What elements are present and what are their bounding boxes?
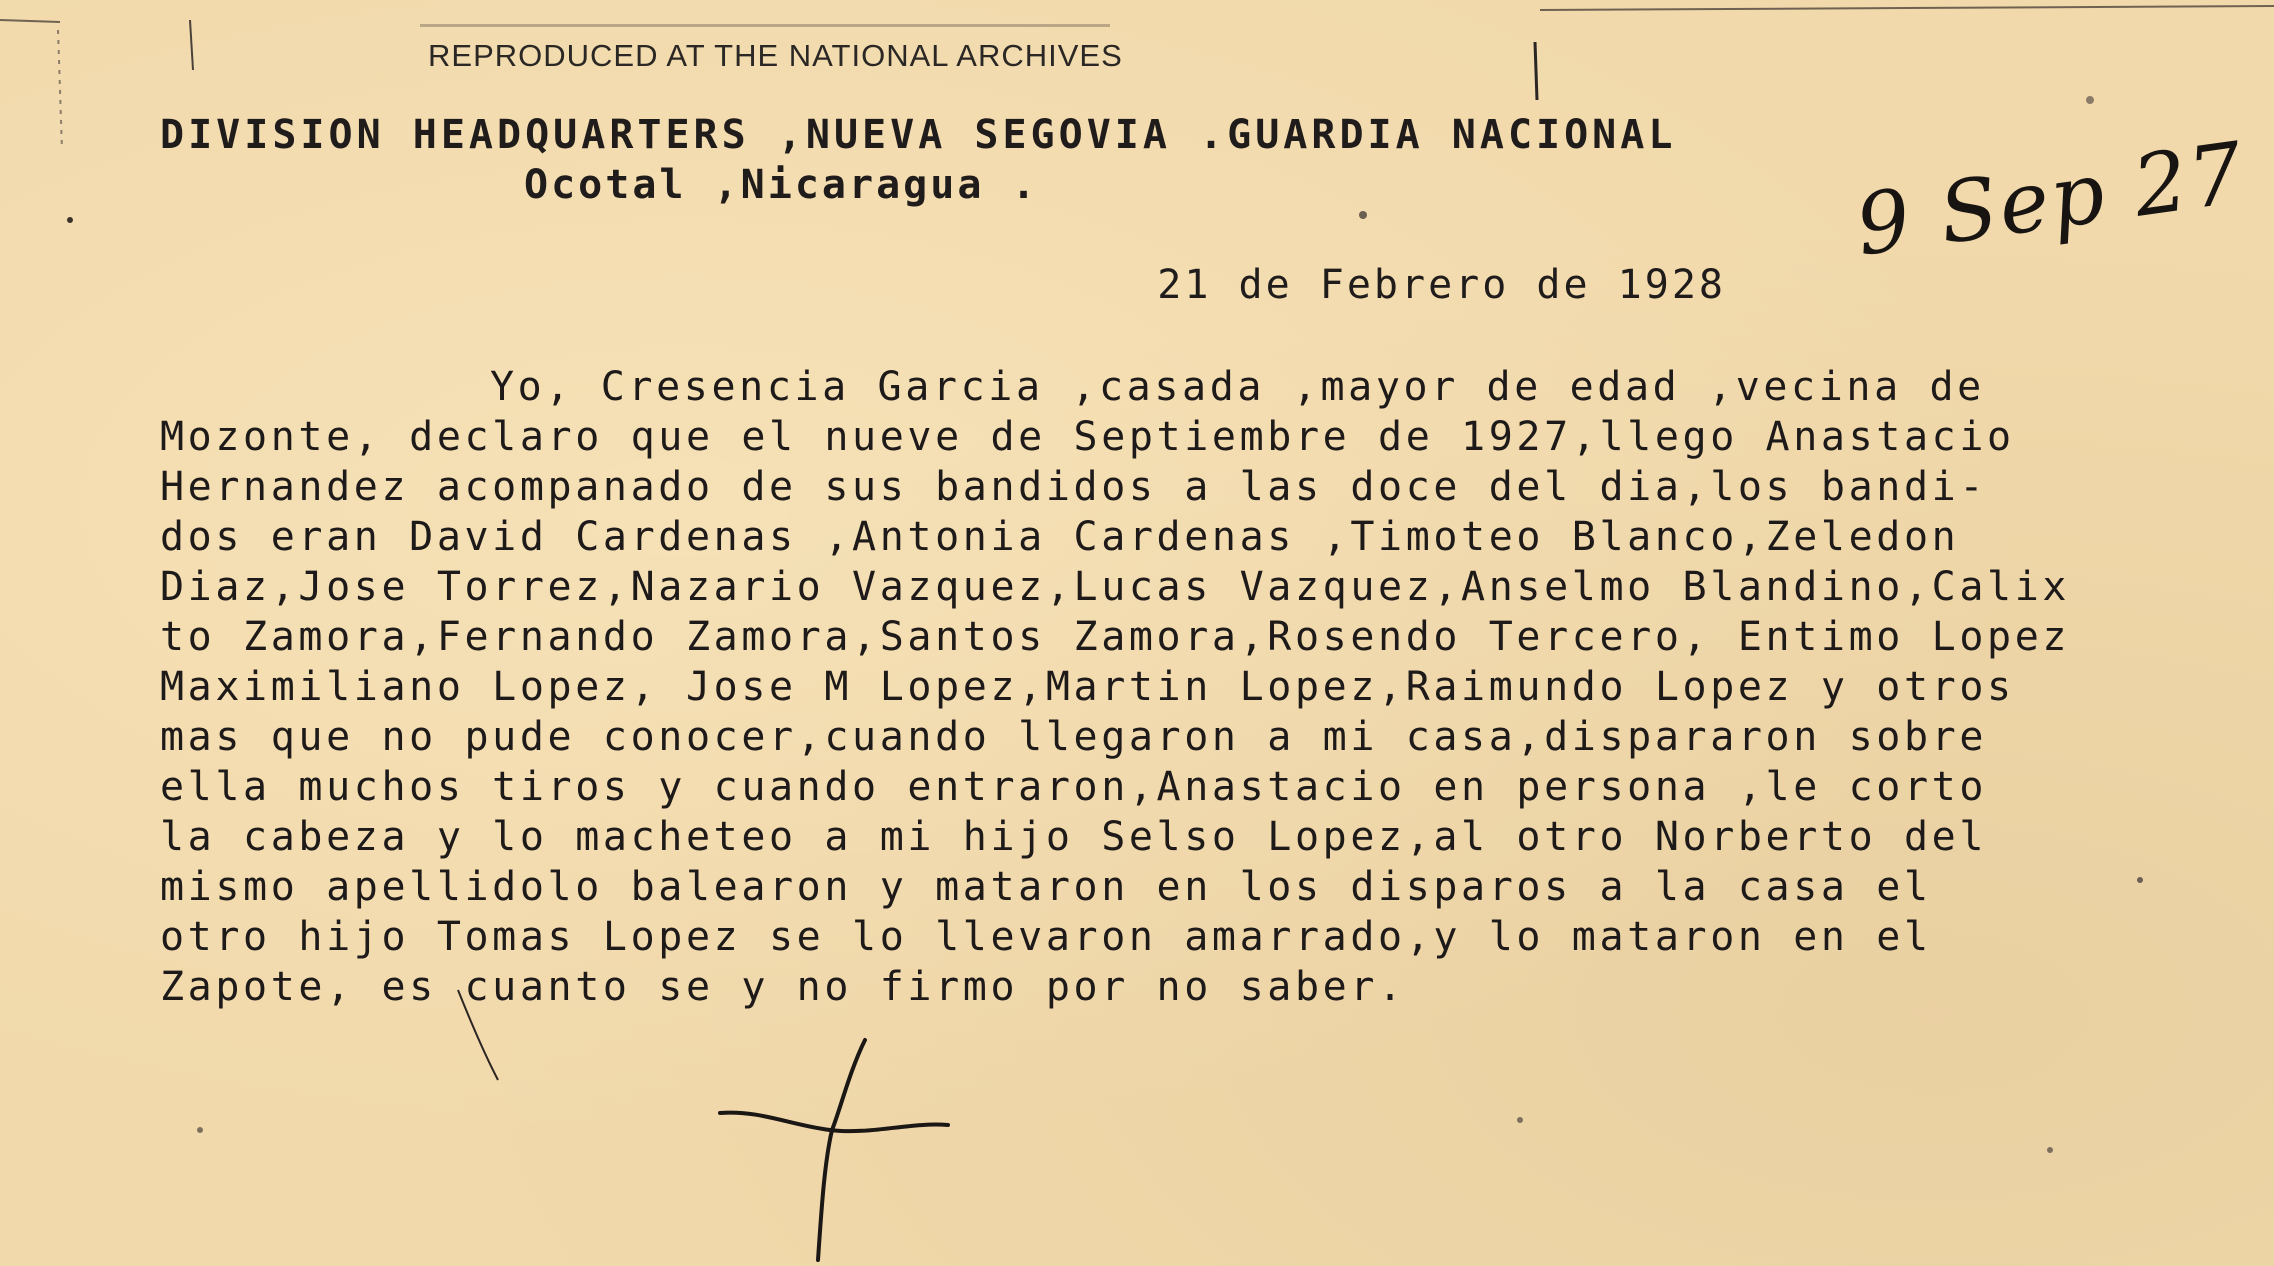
body-line: mas que no pude conocer,cuando llegaron a mi casa,dispararon sobre bbox=[160, 714, 1988, 760]
body-line: Zapote, es cuanto se y no firmo por no saber. bbox=[160, 964, 1406, 1010]
body-line: la cabeza y lo macheteo a mi hijo Selso Lopez,al otro Norberto del bbox=[160, 814, 1988, 860]
document-date: 21 de Febrero de 1928 bbox=[1157, 262, 1726, 308]
body-line: otro hijo Tomas Lopez se lo llevaron amarrado,y lo mataron en el bbox=[160, 914, 1932, 960]
body-line: dos eran David Cardenas ,Antonia Cardenas ,Timoteo Blanco,Zeledon bbox=[160, 514, 1960, 560]
body-line: Diaz,Jose Torrez,Nazario Vazquez,Lucas Vazquez,Anselmo Blandino,Calix bbox=[160, 564, 2071, 610]
body-line: to Zamora,Fernando Zamora,Santos Zamora,Rosendo Tercero, Entimo Lopez bbox=[160, 614, 2071, 660]
body-line: Maximiliano Lopez, Jose M Lopez,Martin Lopez,Raimundo Lopez y otros bbox=[160, 664, 2015, 710]
handwritten-note: 9 Sep 27 bbox=[1850, 123, 2251, 275]
body-line: mismo apellidolo balearon y mataron en los disparos a la casa el bbox=[160, 864, 1932, 910]
body-line: ella muchos tiros y cuando entraron,Anastacio en persona ,le corto bbox=[160, 764, 1988, 810]
header-division: DIVISION HEADQUARTERS ,NUEVA SEGOVIA .GUARDIA NACIONAL bbox=[160, 112, 1677, 158]
body-line: Mozonte, declaro que el nueve de Septiembre de 1927,llego Anastacio bbox=[160, 414, 2015, 460]
header-location: Ocotal ,Nicaragua . bbox=[524, 162, 1039, 208]
archives-stamp: REPRODUCED AT THE NATIONAL ARCHIVES bbox=[428, 38, 1123, 73]
body-line: Hernandez acompanado de sus bandidos a las doce del dia,los bandi- bbox=[160, 464, 1988, 510]
body-line: Yo, Cresencia Garcia ,casada ,mayor de edad ,vecina de bbox=[490, 364, 1985, 410]
